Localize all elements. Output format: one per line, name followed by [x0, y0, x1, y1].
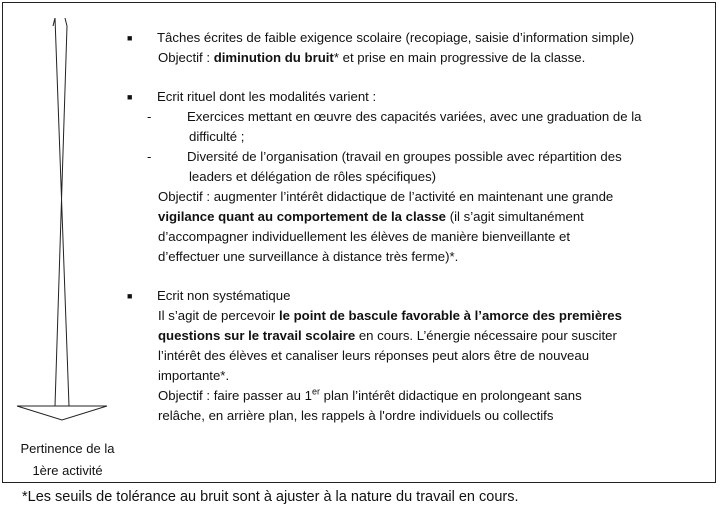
content	[127, 28, 703, 426]
bullet-icon: ■	[127, 33, 133, 43]
arrow-label-line1: Pertinence de la	[20, 441, 115, 456]
section2-item1: - Exercices mettant en œuvre des capacités variées, avec une graduation de la difficulté ;	[147, 109, 642, 144]
section3-objective: Objectif : faire passer au 1er plan l’intérêt didactique en prolongeant sans relâche, en arrière plan, les rappels à l'ordre individuels ou collectifs	[158, 386, 582, 423]
footnote: *Les seuils de tolérance au bruit sont à ajuster à la nature du travail en cours.	[22, 489, 519, 505]
bullet-icon: ■	[127, 92, 133, 102]
section3-title: ■ Ecrit non systématique	[131, 286, 703, 306]
section1-title: ■ Tâches écrites de faible exigence scolaire (recopiage, saisie d’information simple)	[131, 28, 703, 48]
dash-icon: -	[147, 149, 152, 164]
section1-objective: Objectif : diminution du bruit* et prise en main progressive de la classe.	[158, 50, 586, 65]
dash-icon: -	[147, 109, 152, 124]
section2-objective: Objectif : augmenter l’intérêt didactique de l’activité en maintenant une grande vigilance quant au comportement de la classe (il s’agit simultanément d’accompagner individuellement les élèves de manière bienveillante et d’effectuer une surveillance à distance très ferme)*.	[158, 189, 614, 264]
arrow-label	[20, 438, 115, 482]
arrow-label-line2: 1ère activité	[32, 463, 103, 478]
section3-paragraph: Il s’agit de percevoir le point de bascule favorable à l’amorce des premières questions sur le travail scolaire en cours. L’énergie nécessaire pour susciter l’intérêt des élèves et canaliser leurs réponses peut alors être de nouveau importante*.	[158, 308, 622, 383]
section2-item2: - Diversité de l’organisation (travail en groupes possible avec répartition des leaders et délégation de rôles spécifiques)	[147, 149, 622, 184]
vertical-arrow-icon	[12, 18, 112, 423]
bullet-icon: ■	[127, 291, 133, 301]
section2-title: ■ Ecrit rituel dont les modalités varient :	[131, 87, 703, 107]
